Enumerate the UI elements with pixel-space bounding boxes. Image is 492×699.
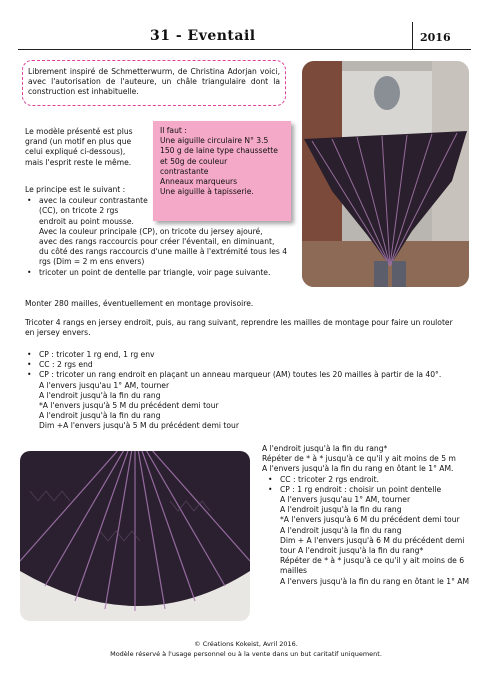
list-item: • tricoter un point de dentelle par triangle, voir page suivante. xyxy=(25,268,287,278)
footer-notice: Modèle réservé à l'usage personnel ou à la vente dans un but caritatif uniquement. xyxy=(110,650,382,658)
shawl-flat-photo xyxy=(20,451,250,621)
page-year: 2016 xyxy=(420,31,451,44)
right-column: A l'endroit jusqu'à la fin du rang* Répéter de * à * jusqu'à ce qu'il y ait moins de 5 m A l'envers jusqu'à la fin du rang en ôtant le 1° AM. • CC : tricoter 2 rgs endroit. • CP : 1 rg endroit : choisir un point dentelle A l'envers jusqu'au 1° AM, tourner A l'endroit jusqu'à la fin du rang *A l'envers jusqu'à 6 M du précédent demi tour A l'endroit jusqu'à la fin du rang Dim + A l'envers jusqu'à 6 M du précédent demi tour A l'endroit jusqu'à la fin du rang* Répéter de * à * jusqu'à ce qu'il y ait moins de 6 mailles A l'envers jusqu'à la fin du rang en ôtant le 1° AM xyxy=(262,444,487,587)
principle-section xyxy=(25,185,287,278)
knit-intro: Tricoter 4 rangs en jersey endroit, puis, au rang suivant, reprendre les mailles de montage pour faire un rouloter en jersey envers. xyxy=(25,318,453,338)
list-item: • CC : tricoter 2 rgs endroit. xyxy=(266,475,487,485)
cast-on-instruction: Monter 280 mailles, éventuellement en montage provisoire. xyxy=(25,299,254,308)
header-divider xyxy=(412,22,413,50)
model-note: Le modèle présenté est plus grand (un motif en plus que celui expliqué ci-dessous), mais l'esprit reste le même. xyxy=(25,127,133,167)
list-item: • avec la couleur contrastante (CC), on tricote 2 rgs endroit au point mousse. Avec la couleur principale (CP), on tricote du jersey ajouré, avec des rangs raccourcis pour créer l'éventail, en diminuant, du côté des rangs raccourcis d'une maille à l'extrémité tous les 4 rgs (Dim = 2 m ens envers) xyxy=(25,196,287,267)
right-column-sub: A l'envers jusqu'au 1° AM, tourner A l'endroit jusqu'à la fin du rang *A l'envers jusqu'à 6 M du précédent demi tour A l'endroit jusqu'à la fin du rang Dim + A l'envers jusqu'à 6 M du précédent demi tour A l'endroit jusqu'à la fin du rang* Répéter de * à * jusqu'à ce qu'il y ait moins de 6 mailles A l'envers jusqu'à la fin du rang en ôtant le 1° AM xyxy=(280,495,470,586)
shawl-worn-photo xyxy=(302,61,469,287)
header-underline xyxy=(18,49,471,50)
list-item: • CP : 1 rg endroit : choisir un point dentelle xyxy=(266,485,487,495)
intro-text: Librement inspiré de Schmetterwurm, de Christina Adorjan voici, avec l'autorisation de l'auteure, un châle triangulaire dont la construction est inhabituelle. xyxy=(28,67,280,97)
page-title: 31 - Eventail xyxy=(150,28,256,44)
footer-copyright: © Créations Kokeist, Avril 2016. xyxy=(194,640,298,648)
steps-section xyxy=(25,350,485,432)
principle-heading: Le principe est le suivant : xyxy=(25,185,126,194)
steps-sub: A l'envers jusqu'au 1° AM, tourner A l'endroit jusqu'à la fin du rang *A l'envers jusqu'à 5 M du précédent demi tour A l'endroit jusqu'à la fin du rang Dim +A l'envers jusqu'à 5 M du précédent demi tour xyxy=(39,380,239,431)
list-item: • CP : tricoter 1 rg end, 1 rg env xyxy=(25,350,485,360)
list-item: • CC : 2 rgs end xyxy=(25,360,485,370)
list-item: • CP : tricoter un rang endroit en plaçant un anneau marqueur (AM) toutes les 20 mailles à partir de la 40°. xyxy=(25,370,485,380)
materials-list: Il faut : Une aiguille circulaire N° 3.5 150 g de laine type chaussette et 50g de couleur contrastante Anneaux marqueurs Une aiguille à tapisserie. xyxy=(160,126,278,197)
